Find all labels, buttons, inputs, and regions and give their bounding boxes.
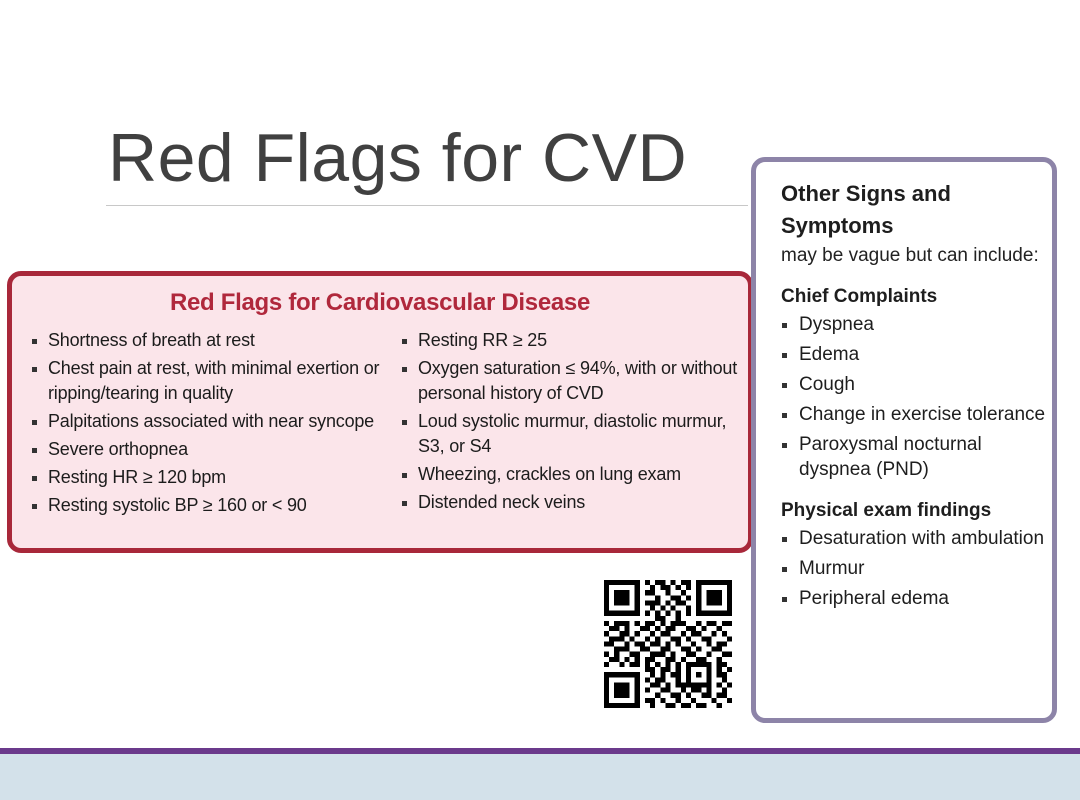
red-flags-left-list xyxy=(32,328,382,521)
list-item-text: Loud systolic murmur, diastolic murmur, S3, or S4 xyxy=(418,411,727,456)
bullet-icon xyxy=(402,339,407,344)
bullet-icon xyxy=(402,501,407,506)
list-item xyxy=(32,437,382,462)
list-item xyxy=(781,556,1051,581)
bullet-icon xyxy=(782,597,787,602)
list-item-text: Palpitations associated with near syncope xyxy=(48,411,374,431)
list-item-text: Severe orthopnea xyxy=(48,439,188,459)
list-item xyxy=(402,490,747,515)
bullet-icon xyxy=(402,420,407,425)
list-item-text: Change in exercise tolerance xyxy=(799,404,1046,425)
other-signs-content xyxy=(781,178,1051,627)
list-item xyxy=(32,356,382,406)
list-item-text: Chest pain at rest, with minimal exertion or ripping/tearing in quality xyxy=(48,358,380,403)
list-item-text: Paroxysmal nocturnal dyspnea (PND) xyxy=(799,434,982,480)
list-item xyxy=(32,465,382,490)
qr-code-icon[interactable] xyxy=(604,580,732,708)
bullet-icon xyxy=(402,473,407,478)
list-item-text: Edema xyxy=(799,344,860,365)
bullet-icon xyxy=(32,448,37,453)
other-signs-subheading: may be vague but can include: xyxy=(781,245,1039,266)
list-item xyxy=(32,328,382,353)
bullet-icon xyxy=(32,339,37,344)
list-item-text: Dyspnea xyxy=(799,314,874,335)
physical-exam-list xyxy=(781,526,1051,611)
list-item-text: Cough xyxy=(799,374,855,395)
list-item xyxy=(402,409,747,459)
list-item xyxy=(781,526,1051,551)
list-item xyxy=(402,462,747,487)
physical-exam-heading: Physical exam findings xyxy=(781,500,992,521)
chief-complaints-list xyxy=(781,312,1051,482)
list-item-text: Resting RR ≥ 25 xyxy=(418,330,547,350)
bullet-icon xyxy=(782,537,787,542)
red-flags-title: Red Flags for Cardiovascular Disease xyxy=(169,289,591,316)
bullet-icon xyxy=(32,504,37,509)
list-item xyxy=(32,493,382,518)
bullet-icon xyxy=(782,323,787,328)
bullet-icon xyxy=(782,413,787,418)
bullet-icon xyxy=(32,476,37,481)
list-item-text: Resting systolic BP ≥ 160 or < 90 xyxy=(48,495,307,515)
slide-title: Red Flags for CVD xyxy=(108,120,688,196)
list-item xyxy=(781,372,1051,397)
bullet-icon xyxy=(782,353,787,358)
list-item xyxy=(781,402,1051,427)
list-item-text: Desaturation with ambulation xyxy=(799,528,1045,549)
list-item xyxy=(781,312,1051,337)
title-divider xyxy=(106,205,748,206)
list-item-text: Wheezing, crackles on lung exam xyxy=(418,464,681,484)
bullet-icon xyxy=(32,420,37,425)
list-item xyxy=(402,328,747,353)
list-item-text: Distended neck veins xyxy=(418,492,586,512)
list-item xyxy=(781,432,1051,482)
list-item xyxy=(781,586,1051,611)
other-signs-box xyxy=(751,157,1057,723)
list-item-text: Shortness of breath at rest xyxy=(48,330,255,350)
red-flags-box xyxy=(7,271,753,553)
other-signs-heading: Other Signs and Symptoms xyxy=(781,181,951,238)
list-item-text: Resting HR ≥ 120 bpm xyxy=(48,467,226,487)
list-item-text: Oxygen saturation ≤ 94%, with or without personal history of CVD xyxy=(418,358,738,403)
list-item xyxy=(32,409,382,434)
red-flags-right-list xyxy=(402,328,747,518)
list-item xyxy=(402,356,747,406)
list-item xyxy=(781,342,1051,367)
bullet-icon xyxy=(32,367,37,372)
bullet-icon xyxy=(402,367,407,372)
list-item-text: Murmur xyxy=(799,558,865,579)
list-item-text: Peripheral edema xyxy=(799,588,949,609)
bullet-icon xyxy=(782,567,787,572)
bullet-icon xyxy=(782,443,787,448)
bullet-icon xyxy=(782,383,787,388)
footer-band xyxy=(0,754,1080,800)
chief-complaints-heading: Chief Complaints xyxy=(781,286,938,307)
